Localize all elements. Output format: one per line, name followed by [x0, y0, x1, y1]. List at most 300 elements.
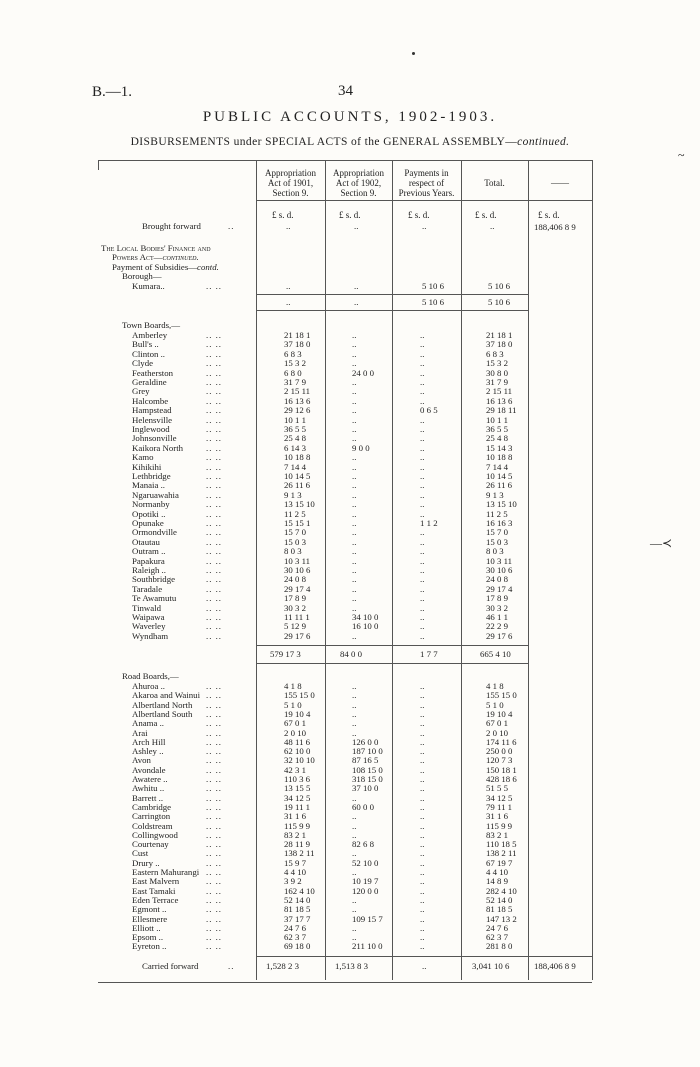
cell-previous-years: .. — [420, 546, 425, 557]
cell-total: 22 2 9 — [486, 621, 508, 632]
table-row — [0, 794, 700, 803]
currency-label: £ s. d. — [538, 210, 560, 220]
cell-approp-1901: 15 3 2 — [284, 358, 306, 369]
cell-approp-1901: 81 18 5 — [284, 904, 311, 915]
cell-approp-1901: 24 0 8 — [284, 574, 306, 585]
cell-approp-1901: 7 14 4 — [284, 461, 306, 472]
cell: 5 10 6 — [422, 281, 444, 291]
leader-dots: .. .. — [206, 508, 222, 519]
col-header-line: Total. — [484, 178, 505, 188]
cell-total: 25 4 8 — [486, 433, 508, 444]
row-name: Lethbridge — [132, 471, 171, 481]
leader-dots: .. .. — [206, 339, 222, 350]
leader-dots: .. .. — [206, 755, 222, 766]
cell-total: 281 8 0 — [486, 941, 513, 952]
cell-previous-years: .. — [420, 489, 425, 500]
cell-approp-1902: .. — [352, 699, 357, 710]
cell-previous-years: .. — [420, 681, 425, 691]
table-row — [0, 378, 700, 387]
town-boards-total-row — [0, 650, 700, 659]
cell: 188,406 8 9 — [534, 961, 576, 971]
cell-approp-1902: 187 10 0 — [352, 746, 383, 757]
cell-total: 29 18 11 — [486, 405, 517, 416]
cell-approp-1901: 30 3 2 — [284, 602, 306, 613]
margin-mark: —≺ — [650, 536, 673, 550]
cell-approp-1901: 36 5 5 — [284, 424, 306, 434]
cell-previous-years: .. — [420, 848, 425, 859]
cell-previous-years: .. — [420, 612, 425, 622]
cell-previous-years: .. — [420, 904, 425, 915]
row-name: Eastern Mahurangi — [132, 867, 200, 877]
cell-previous-years: .. — [420, 621, 425, 632]
leader-dots: .. .. — [206, 471, 222, 481]
leader-dots: .. .. — [206, 489, 222, 500]
leader-dots: .. .. — [206, 839, 222, 850]
cell-total: 8 0 3 — [486, 546, 504, 557]
cell-approp-1901: 19 11 1 — [284, 801, 311, 812]
row-name: Tinwald — [132, 602, 162, 613]
cell-approp-1902: .. — [352, 546, 357, 557]
cell-total: 174 11 6 — [486, 736, 517, 747]
table-row — [0, 340, 700, 349]
leader-dots: .. .. — [206, 377, 222, 387]
leader-dots: .. .. — [206, 536, 222, 547]
table-row — [0, 784, 700, 793]
col-header-approp-1902 — [325, 168, 392, 198]
cell-previous-years: .. — [420, 414, 425, 425]
cell-approp-1902: 34 10 0 — [352, 612, 379, 622]
leader-dots: .. — [228, 961, 235, 971]
col-header-blank — [528, 178, 592, 188]
cell-previous-years: .. — [420, 941, 425, 952]
cell-approp-1902: .. — [352, 527, 357, 538]
row-name: Egmont .. — [132, 904, 167, 915]
cell-total: 428 18 6 — [486, 774, 517, 784]
table-row — [0, 575, 700, 584]
cell-approp-1901: 67 0 1 — [284, 718, 306, 729]
cell-approp-1902: .. — [352, 829, 357, 840]
leader-dots: .. .. — [206, 774, 222, 784]
col-header-line: respect of — [408, 178, 445, 188]
cell-approp-1902: 120 0 0 — [352, 885, 379, 896]
act-heading — [0, 253, 700, 262]
row-name: Halcombe — [132, 395, 169, 406]
cell-approp-1902: .. — [352, 508, 357, 519]
row-name: Carrington — [132, 811, 171, 822]
section-heading-town-boards — [0, 321, 700, 330]
section-heading: Road Boards,— — [122, 671, 179, 681]
table-row — [0, 406, 700, 415]
table-row — [0, 491, 700, 500]
cell-total: 2 15 11 — [486, 386, 513, 397]
table-row — [0, 896, 700, 905]
cell-total: 10 14 5 — [486, 471, 513, 481]
row-name: Avon — [132, 755, 151, 766]
cell: .. — [490, 221, 495, 231]
cell-total: 15 0 3 — [486, 536, 508, 547]
cell-total: 155 15 0 — [486, 690, 517, 701]
table-row — [0, 594, 700, 603]
table-row — [0, 453, 700, 462]
col-header-line: Previous Years. — [398, 188, 455, 198]
cell-approp-1902: 318 15 0 — [352, 774, 383, 784]
cell-approp-1902: .. — [352, 461, 357, 472]
cell-previous-years: .. — [420, 461, 425, 472]
leader-dots: .. .. — [206, 885, 222, 896]
row-name: East Tamaki — [132, 885, 176, 896]
table-row — [0, 849, 700, 858]
cell-total: 4 4 10 — [486, 867, 508, 877]
cell-total: 24 7 6 — [486, 922, 508, 933]
cell-approp-1901: 6 14 3 — [284, 442, 306, 453]
cell-total: 15 3 2 — [486, 358, 508, 369]
row-name: Opotiki .. — [132, 508, 166, 519]
table-row — [0, 359, 700, 368]
cell-approp-1901: 110 3 6 — [284, 774, 311, 784]
cell: 665 4 10 — [480, 649, 511, 659]
cell-approp-1901: 5 1 0 — [284, 699, 302, 710]
table-row — [0, 905, 700, 914]
leader-dots: .. .. — [206, 922, 222, 933]
cell-approp-1901: 11 2 5 — [284, 508, 306, 519]
cell-total: 17 8 9 — [486, 593, 508, 604]
row-name: Ngaruawahia — [132, 489, 179, 500]
cell-previous-years: .. — [420, 330, 425, 340]
cell-previous-years: .. — [420, 829, 425, 840]
cell-approp-1901: 48 11 6 — [284, 736, 311, 747]
cell-total: 16 16 3 — [486, 518, 513, 528]
leader-dots: .. .. — [206, 499, 222, 510]
table-row — [0, 710, 700, 719]
cell-previous-years: .. — [420, 565, 425, 575]
row-name: Papakura — [132, 555, 165, 566]
col-header-total — [461, 178, 528, 188]
leader-dots: .. .. — [206, 405, 222, 416]
act-continued: continued. — [162, 252, 199, 262]
cell: .. — [354, 221, 359, 231]
header-rule — [256, 200, 592, 201]
cell-previous-years: .. — [420, 593, 425, 604]
cell: 1,513 8 3 — [335, 961, 368, 971]
cell-total: 115 9 9 — [486, 820, 513, 831]
leader-dots: .. .. — [206, 281, 222, 291]
act-heading-line: The Local Bodies' Finance and — [101, 243, 211, 253]
cell-previous-years: .. — [420, 424, 425, 434]
cell-total: 282 4 10 — [486, 885, 517, 896]
leader-dots: .. .. — [206, 904, 222, 915]
cell-total: 14 8 9 — [486, 876, 508, 887]
table-row — [0, 397, 700, 406]
cell-total: 9 1 3 — [486, 489, 504, 500]
cell-approp-1901: 29 17 6 — [284, 630, 311, 641]
cell-approp-1901: 31 1 6 — [284, 811, 306, 822]
cell-approp-1902: .. — [352, 811, 357, 822]
cell-approp-1901: 37 18 0 — [284, 339, 311, 350]
table-row — [0, 613, 700, 622]
cell-approp-1902: .. — [352, 867, 357, 877]
row-name: Normanby — [132, 499, 170, 510]
brought-forward-row — [0, 222, 700, 231]
cell: .. — [354, 281, 359, 291]
cell-total: 150 18 1 — [486, 764, 517, 775]
row-name: Drury .. — [132, 857, 160, 868]
cell-previous-years: .. — [420, 480, 425, 491]
cell-approp-1901: 37 17 7 — [284, 913, 311, 924]
cell-approp-1902: .. — [352, 377, 357, 387]
leader-dots: .. .. — [206, 621, 222, 632]
leader-dots: .. .. — [206, 746, 222, 757]
cell-approp-1901: 25 4 8 — [284, 433, 306, 444]
cell-previous-years: .. — [420, 736, 425, 747]
table-row — [0, 463, 700, 472]
cell-total: 52 14 0 — [486, 894, 513, 905]
row-name: Waipawa — [132, 612, 165, 622]
cell-previous-years: .. — [420, 867, 425, 877]
cell-approp-1902: .. — [352, 894, 357, 905]
table-row — [0, 528, 700, 537]
table-row — [0, 803, 700, 812]
row-name: Eyreton .. — [132, 941, 167, 952]
cell-total: 120 7 3 — [486, 755, 513, 766]
cell-approp-1902: .. — [352, 848, 357, 859]
cell-approp-1901: 42 3 1 — [284, 764, 306, 775]
act-heading-line — [112, 253, 199, 262]
carried-forward-row — [0, 962, 700, 971]
cell-approp-1901: 32 10 10 — [284, 755, 315, 766]
table-row — [0, 691, 700, 700]
cell-approp-1902: .. — [352, 602, 357, 613]
leader-dots: .. .. — [206, 792, 222, 803]
cell-total: 11 2 5 — [486, 508, 508, 519]
subtotal-rule — [256, 294, 528, 295]
cell-approp-1901: 15 0 3 — [284, 536, 306, 547]
row-name: Amberley — [132, 330, 168, 340]
row-name: Albertland South — [132, 708, 193, 719]
cell-approp-1901: 52 14 0 — [284, 894, 311, 905]
leader-dots: .. .. — [206, 348, 222, 359]
row-label: Carried forward — [142, 961, 199, 971]
table-row — [0, 519, 700, 528]
cell-approp-1901: 4 4 10 — [284, 867, 306, 877]
table-row — [0, 729, 700, 738]
leader-dots: .. .. — [206, 367, 222, 378]
cell-previous-years: .. — [420, 708, 425, 719]
cell: 1 7 7 — [420, 649, 438, 659]
leader-dots: .. .. — [206, 867, 222, 877]
cell-approp-1902: .. — [352, 904, 357, 915]
row-name: Helensville — [132, 414, 173, 425]
table-row — [0, 425, 700, 434]
cell-total: 31 7 9 — [486, 377, 508, 387]
leader-dots: .. — [228, 221, 235, 231]
currency-label: £ s. d. — [408, 210, 430, 220]
table-row — [0, 822, 700, 831]
row-name: Wyndham — [132, 630, 169, 641]
act-heading — [0, 263, 700, 272]
table-row — [0, 738, 700, 747]
cell-approp-1901: 4 1 8 — [284, 681, 302, 691]
cell-total: 81 18 5 — [486, 904, 513, 915]
cell-total: 30 8 0 — [486, 367, 508, 378]
cell-approp-1901: 19 10 4 — [284, 708, 311, 719]
cell-approp-1902: .. — [352, 424, 357, 434]
subtotal-rule — [256, 645, 528, 646]
table-top-rule — [98, 160, 592, 161]
cell-previous-years: .. — [420, 358, 425, 369]
leader-dots: .. .. — [206, 727, 222, 738]
cell-approp-1902: 87 16 5 — [352, 755, 379, 766]
cell-total: 31 1 6 — [486, 811, 508, 822]
cell-approp-1902: 108 15 0 — [352, 764, 383, 775]
row-name: Clinton .. — [132, 348, 165, 359]
row-name: Awhitu .. — [132, 783, 165, 794]
cell-previous-years: .. — [420, 839, 425, 850]
leader-dots: .. .. — [206, 518, 222, 528]
cell-approp-1901: 34 12 5 — [284, 792, 311, 803]
col-header-line: —— — [551, 178, 569, 188]
cell-approp-1902: .. — [352, 518, 357, 528]
cell-approp-1902: .. — [352, 386, 357, 397]
table-row — [0, 632, 700, 641]
row-name: Kumara.. — [132, 281, 165, 291]
row-name: Courtenay — [132, 839, 169, 850]
cell-approp-1901: 155 15 0 — [284, 690, 315, 701]
cell-previous-years: .. — [420, 555, 425, 566]
table-row — [0, 766, 700, 775]
table-bottom-rule — [98, 982, 592, 983]
row-name: Kamo — [132, 452, 154, 463]
row-name: Taradale — [132, 583, 163, 594]
table-row — [0, 500, 700, 509]
leader-dots: .. .. — [206, 574, 222, 585]
leader-dots: .. .. — [206, 527, 222, 538]
cell-approp-1901: 10 1 1 — [284, 414, 306, 425]
cell: 5 10 6 — [422, 297, 444, 307]
cell-approp-1901: 28 11 9 — [284, 839, 311, 850]
cell-total: 4 1 8 — [486, 681, 504, 691]
cell-approp-1901: 30 10 6 — [284, 565, 311, 575]
leader-dots: .. .. — [206, 857, 222, 868]
cell-approp-1902: .. — [352, 330, 357, 340]
row-name: Albertland North — [132, 699, 193, 710]
cell-previous-years: .. — [420, 536, 425, 547]
table-row — [0, 510, 700, 519]
col-header-line: Act of 1901, — [267, 178, 314, 188]
cell-previous-years: .. — [420, 377, 425, 387]
cell-approp-1901: 13 15 5 — [284, 783, 311, 794]
cell-previous-years: .. — [420, 527, 425, 538]
cell-approp-1902: .. — [352, 681, 357, 691]
cell-total: 21 18 1 — [486, 330, 513, 340]
table-row — [0, 387, 700, 396]
cell-previous-years: .. — [420, 471, 425, 481]
cell: .. — [286, 281, 291, 291]
cell-previous-years: .. — [420, 922, 425, 933]
leader-dots: .. .. — [206, 913, 222, 924]
cell-previous-years: .. — [420, 894, 425, 905]
row-name: Ormondville — [132, 527, 177, 538]
cell-previous-years: .. — [420, 630, 425, 641]
cell-approp-1901: 115 9 9 — [284, 820, 311, 831]
row-name: Collingwood — [132, 829, 178, 840]
row-name: Coldstream — [132, 820, 173, 831]
cell-total: 36 5 5 — [486, 424, 508, 434]
table-row — [0, 566, 700, 575]
leader-dots: .. .. — [206, 414, 222, 425]
table-row — [0, 812, 700, 821]
cell-previous-years: .. — [420, 339, 425, 350]
cell-approp-1901: 24 7 6 — [284, 922, 306, 933]
cell: .. — [286, 221, 291, 231]
cell-total: 29 17 6 — [486, 630, 513, 641]
table-row — [0, 434, 700, 443]
cell-approp-1902: .. — [352, 690, 357, 701]
cell-previous-years: .. — [420, 885, 425, 896]
row-name: Raleigh .. — [132, 565, 166, 575]
cell-approp-1901: 17 8 9 — [284, 593, 306, 604]
table-row — [0, 924, 700, 933]
cell-previous-years: .. — [420, 690, 425, 701]
cell-approp-1901: 62 10 0 — [284, 746, 311, 757]
cell-approp-1902: 126 0 0 — [352, 736, 379, 747]
section-heading-road-boards — [0, 672, 700, 681]
page-subtitle — [0, 136, 700, 148]
cell-total: 19 10 4 — [486, 708, 513, 719]
cell: .. — [286, 297, 291, 307]
table-row — [0, 915, 700, 924]
table-row — [0, 331, 700, 340]
cell-total: 79 11 1 — [486, 801, 513, 812]
table-row — [0, 369, 700, 378]
cell-previous-years: 1 1 2 — [420, 518, 438, 528]
cell-approp-1902: .. — [352, 536, 357, 547]
row-name: Geraldine — [132, 377, 167, 387]
cell-approp-1901: 6 8 0 — [284, 367, 302, 378]
table-row — [0, 682, 700, 691]
cell-total: 10 3 11 — [486, 555, 513, 566]
cell-approp-1901: 8 0 3 — [284, 546, 302, 557]
row-name: Grey — [132, 386, 150, 397]
table-row — [0, 481, 700, 490]
act-heading — [0, 272, 700, 281]
section-heading: Town Boards,— — [122, 320, 181, 330]
cell-previous-years: .. — [420, 876, 425, 887]
cell-total: 26 11 6 — [486, 480, 513, 491]
cell-approp-1902: .. — [352, 574, 357, 585]
cell-approp-1902: .. — [352, 555, 357, 566]
leader-dots: .. .. — [206, 480, 222, 491]
cell-approp-1902: .. — [352, 452, 357, 463]
page-number: 34 — [338, 83, 353, 99]
row-name: Hampstead — [132, 405, 172, 416]
table-row — [0, 859, 700, 868]
cell-approp-1902: .. — [352, 792, 357, 803]
table-row — [0, 868, 700, 877]
leader-dots: .. .. — [206, 593, 222, 604]
cell-total: 15 14 3 — [486, 442, 513, 453]
cell-previous-years: .. — [420, 718, 425, 729]
row-name: Outram .. — [132, 546, 166, 557]
cell-approp-1902: .. — [352, 348, 357, 359]
subtotal-rule — [256, 663, 528, 664]
currency-label: £ s. d. — [339, 210, 361, 220]
cell-approp-1901: 2 0 10 — [284, 727, 306, 738]
act-heading — [0, 244, 700, 253]
cell: 5 10 6 — [488, 281, 510, 291]
cell-approp-1902: .. — [352, 922, 357, 933]
cell-approp-1901: 31 7 9 — [284, 377, 306, 387]
row-name: Manaia .. — [132, 480, 165, 491]
